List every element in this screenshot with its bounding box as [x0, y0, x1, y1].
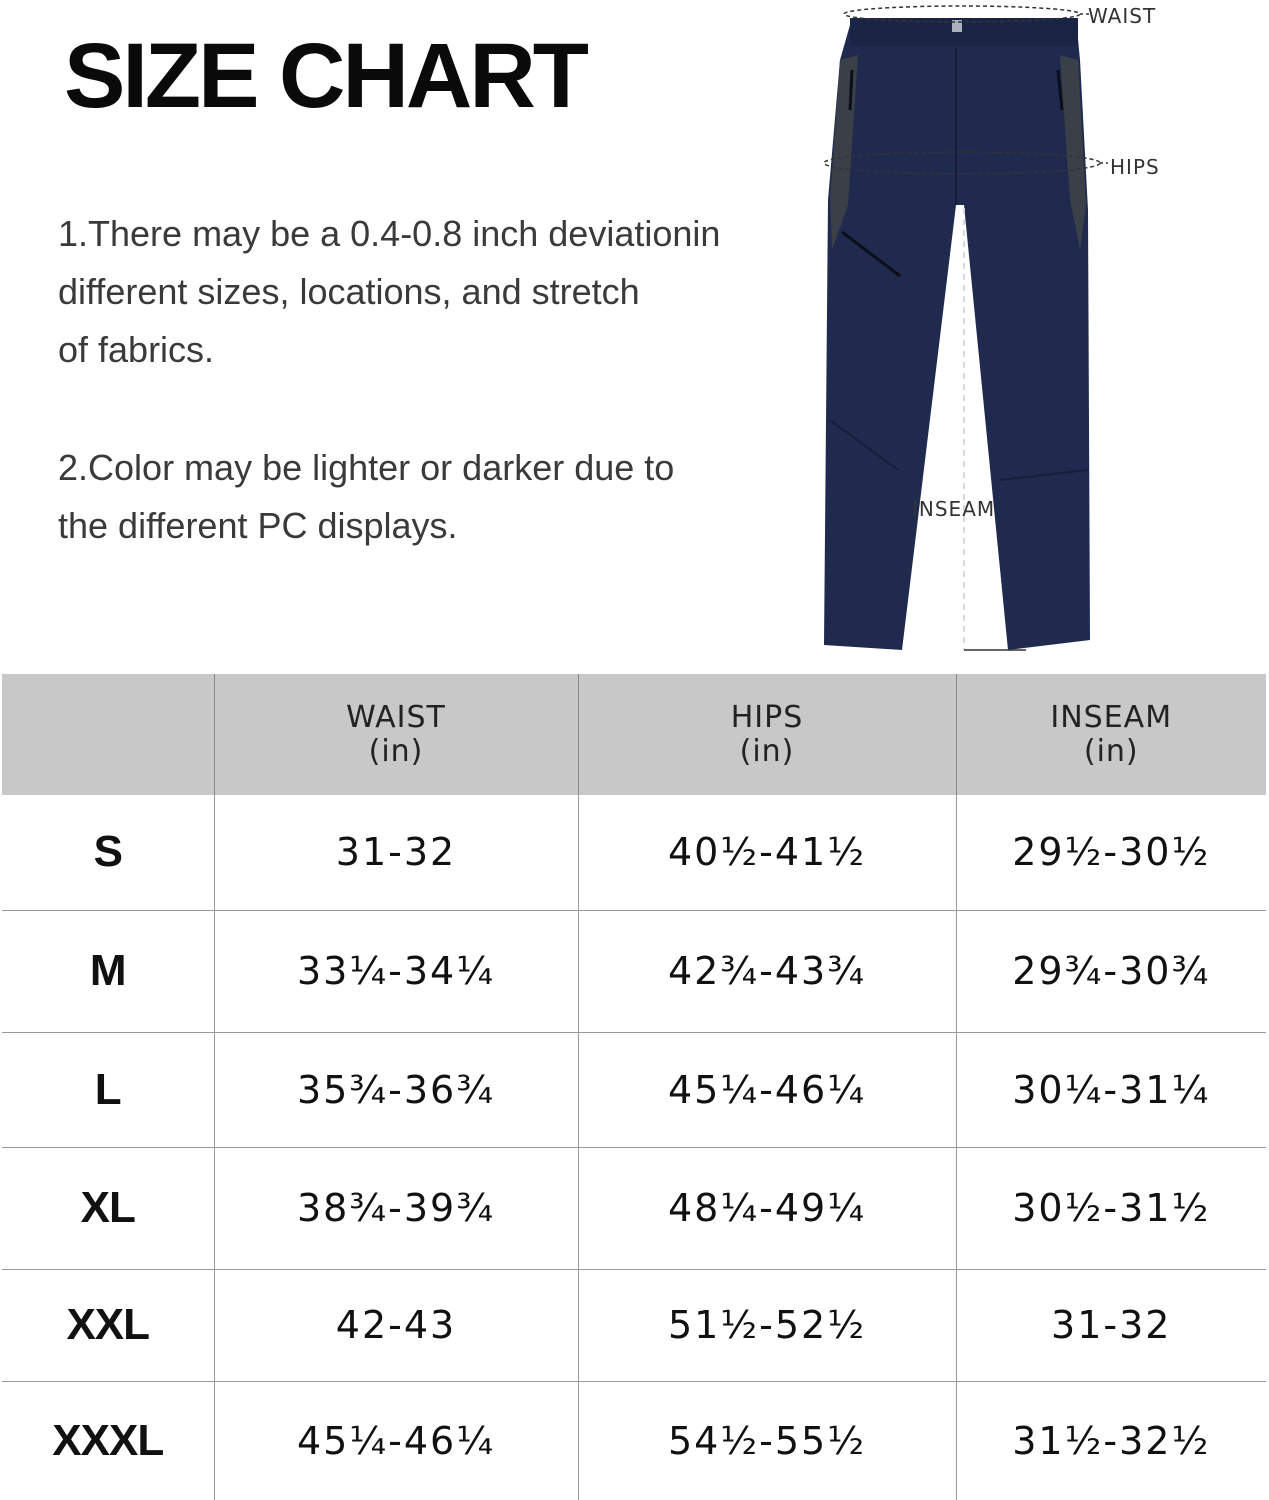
waist-cell: 42-43	[214, 1269, 578, 1381]
inseam-cell: 30¼-31¼	[956, 1032, 1266, 1147]
hips-cell: 51½-52½	[578, 1269, 956, 1381]
waist-cell: 45¼-46¼	[214, 1381, 578, 1500]
table-row	[2, 910, 1266, 1032]
size-cell: XXXL	[2, 1381, 214, 1500]
table-row	[2, 795, 1266, 910]
waist-cell: 31-32	[214, 795, 578, 910]
size-cell: XL	[2, 1147, 214, 1269]
header-inseam: INSEAM (in)	[956, 674, 1266, 795]
waistband	[850, 18, 1078, 46]
hips-cell: 40½-41½	[578, 795, 956, 910]
page-title: SIZE CHART	[64, 25, 586, 127]
table-row	[2, 1269, 1266, 1381]
note-1-line-3: of fabrics.	[58, 329, 215, 370]
waist-label: WAIST	[1088, 4, 1157, 28]
table-row	[2, 1381, 1266, 1500]
waist-cell: 38¾-39¾	[214, 1147, 578, 1269]
hips-cell: 48¼-49¼	[578, 1147, 956, 1269]
header-size	[2, 674, 214, 795]
table-row	[2, 1032, 1266, 1147]
zipper-left	[850, 70, 852, 110]
table-row	[2, 1147, 1266, 1269]
inseam-cell: 29¾-30¾	[956, 910, 1266, 1032]
hips-cell: 42¾-43¾	[578, 910, 956, 1032]
inseam-cell: 29½-30½	[956, 795, 1266, 910]
pants-illustration	[790, 0, 1269, 665]
note-2-line-1: 2.Color may be lighter or darker due to	[58, 447, 675, 488]
note-1	[58, 205, 758, 379]
note-1-line-2: different sizes, locations, and stretch	[58, 271, 640, 312]
size-cell: S	[93, 827, 122, 877]
note-2	[58, 439, 758, 555]
header-hips: HIPS (in)	[578, 674, 956, 795]
pants-image	[790, 0, 1269, 665]
inseam-cell: 30½-31½	[956, 1147, 1266, 1269]
waist-cell: 35¾-36¾	[214, 1032, 578, 1147]
size-cell: XXL	[2, 1269, 214, 1381]
size-table	[2, 674, 1266, 1500]
table-header-row	[2, 674, 1266, 795]
waist-cell: 33¼-34¼	[214, 910, 578, 1032]
hips-cell: 45¼-46¼	[578, 1032, 956, 1147]
hips-cell: 54½-55½	[578, 1381, 956, 1500]
note-1-line-1: 1.There may be a 0.4-0.8 inch deviationin	[58, 213, 721, 254]
header-waist: WAIST (in)	[214, 674, 578, 795]
size-cell: L	[2, 1032, 214, 1147]
note-2-line-2: the different PC displays.	[58, 505, 458, 546]
notes	[58, 205, 758, 555]
inseam-label: INSEAM	[912, 497, 996, 521]
inseam-cell: 31-32	[956, 1269, 1266, 1381]
size-cell: M	[2, 910, 214, 1032]
inseam-cell: 31½-32½	[956, 1381, 1266, 1500]
hips-label: HIPS	[1110, 155, 1160, 179]
